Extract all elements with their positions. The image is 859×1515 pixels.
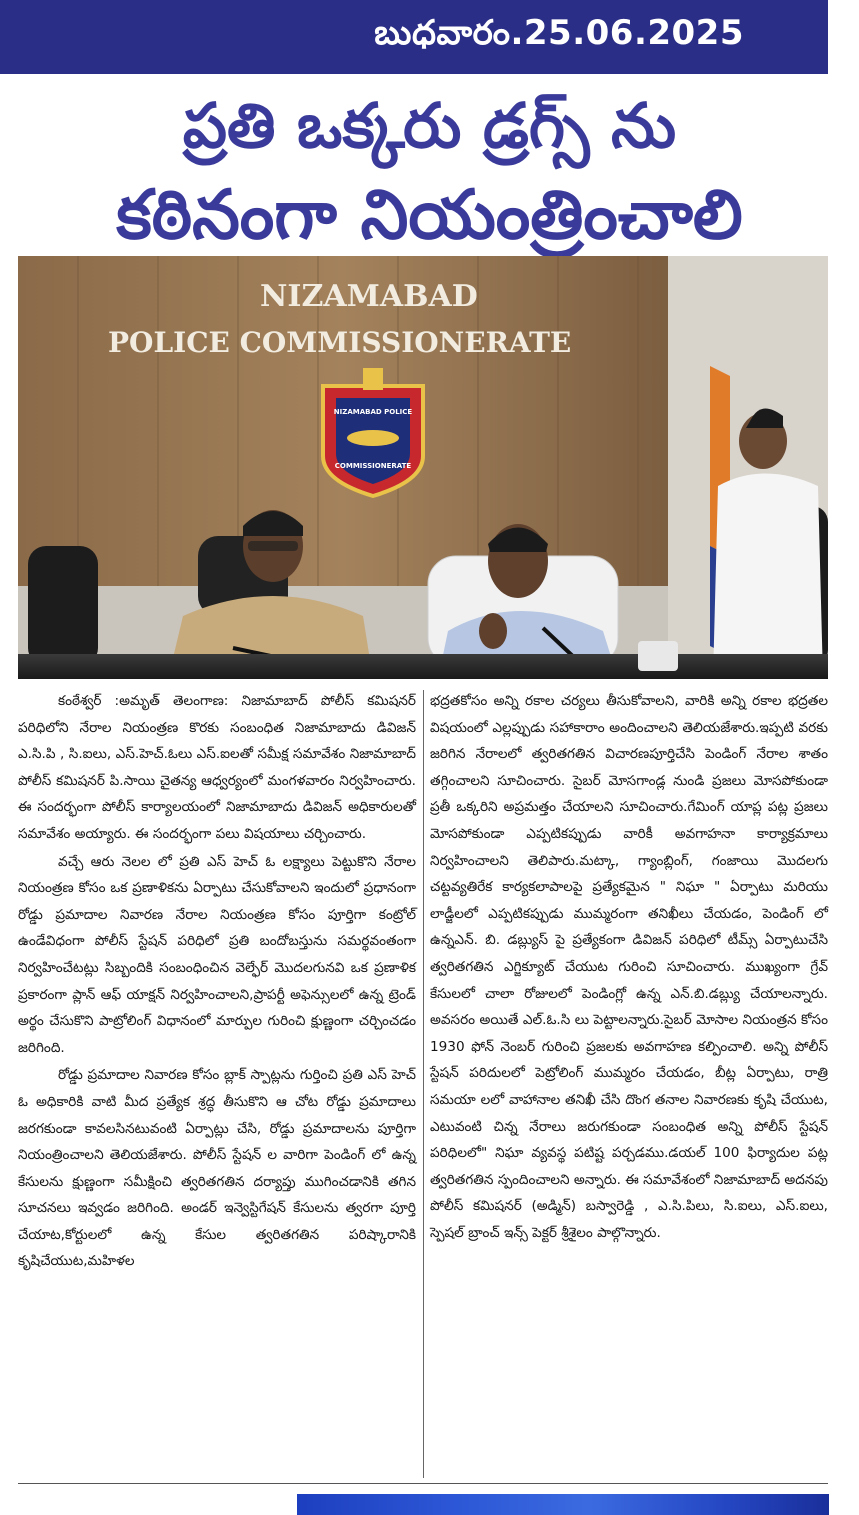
wall-text-line-2: POLICE COMMISSIONERATE [108, 326, 572, 359]
bottom-image-strip [297, 1494, 829, 1515]
publication-date: బుధవారం.25.06.2025 [374, 13, 744, 53]
desk [18, 654, 828, 679]
news-photo [18, 256, 828, 679]
photo-illustration [18, 256, 828, 679]
date-banner [0, 0, 828, 74]
headline [0, 84, 859, 260]
police-emblem-icon [323, 368, 423, 496]
emblem-top-text: NIZAMABAD POLICE [333, 408, 413, 416]
wall-text-line-1: NIZAMABAD [260, 279, 478, 314]
paragraph: వచ్చే ఆరు నెలల లో ప్రతి ఎస్ హెచ్ ఓ లక్ష్యాలు పెట్టుకొని నేరాల నియంత్రణ కోసం ఒక ప్రణాళికను ఏర్పాటు చేసుకోవాలని ఇందులో ప్రధానంగా రోడ్డు ప్రమాదాల నివారణ నేరాల నియంత్రణ కోసం పూర్తిగా కంట్రోల్ ఉండేవిధంగా పోలీస్ స్టేషన్ పరిధిలో ప్రతి బందోబస్తును సమర్థవంతంగా నిర్వహించేటట్లు సిబ్బందికి సంబంధించిన వెల్ఫేర్ మొదలగునవి ఒక ప్రణాళిక ప్రకారంగా ప్లాన్ ఆఫ్ యాక్షన్ నిర్వహించాలని,ప్రాపర్టీ అఫెన్సులలో ఉన్న ట్రెండ్ అర్థం చేసుకొని పాట్రోలింగ్ విధానంలో మార్పుల గురించి క్షుణ్ణంగా చర్చించడం జరిగింది. [18, 853, 416, 1056]
headline-line-1: ప్రతి ఒక్కరు డ్రగ్స్ ను [182, 89, 677, 162]
article-body [18, 688, 828, 1478]
column-divider [423, 690, 424, 1478]
paragraph: భద్రతకోసం అన్ని రకాల చర్యలు తీసుకోవాలని, వారికి అన్ని రకాల భద్రతల విషయంలో ఎల్లప్పుడు సహాకారాం అందించాలని తెలియజేశారు.ఇప్పటి వరకు జరిగిన నేరాలలో త్వరితగతిన విచారణపూర్తిచేసి పెండింగ్ నేరాల శాతం తగ్గించాలని సూచించారు. సైబర్ మోసగాండ్ల నుండి ప్రజలు మోసపోకుండా ప్రతీ ఒక్కరిని అప్రమత్తం చేయాలని సూచించారు.గేమింగ్ యాప్ల పట్ల ప్రజలు మోసపోకుండా ఎప్పటికప్పుడు వారికీ అవగాహనా కార్యాక్రమాలు నిర్వహించాలని తెలిపారు.మట్కా, గ్యాంబ్లింగ్, గంజాయి మొదలగు చట్టవ్యతిరేక కార్యకలాపాలపై ప్రత్యేకమైన " నిఘా " ఏర్పాటు మరియు లాడ్జీలలో ఎప్పటికప్పుడు ముమ్మరంగా తనిఖీలు చేయడం, పెండింగ్ లో ఉన్నఎన్. బి. డబ్ల్యుస్ పై ప్రత్యేకంగా డివిజన్ పరిధిలో టీమ్స్ ఏర్పాటుచేసి త్వరితగతిన ఎగ్జిక్యూట్ చేయుట గురించి సూచించారు. ముఖ్యంగా గ్రేవ్ కేసులలో చాలా రోజులలో పెండింగ్లో ఉన్న ఎన్.బి.డబ్ల్యు చేయాలన్నారు. అవసరం అయితే ఎల్.ఓ.సి లు పెట్టాలన్నారు.సైబర్ మోసాల నియంత్రన కోసం 1930 ఫోన్ నెంబర్ గురించి ప్రజలకు అవగాహణ కల్పించాలి. అన్ని పోలీస్ స్టేషన్ పరిదులలో పెట్రోలింగ్ ముమ్మరం చేయడం, బీట్ల ఏర్పాటు, రాత్రి సమయా లలో వాహానాల తనిఖీ చేసి దొంగ తనాల నివారణకు కృషి చేయుట, ఎటువంటి చిన్న నేరాలు జరుగకుండా సంబంధిత అన్ని పోలీస్ స్టేషన్ పరిధిలలో" నిఘా వ్యవస్థ పటిష్ట పర్చడము.డయల్ 100 ఫిర్యాదుల పట్ల త్వరితగతిన స్పందించాలని అన్నారు. ఈ సమావేశంలో నిజామాబాద్ అదనపు పోలీస్ కమిషనర్ (అడ్మిన్) బస్వారెడ్డి , ఎ.సి.పిలు, సి.ఐలు, ఎస్.ఐలు, స్పెషల్ బ్రాంచ్ ఇన్స్ పెక్టర్ శ్రీశైలం పాల్గొన్నారు. [430, 693, 828, 1241]
headline-line-2: కఠినంగా నియంత్రించాలి [116, 176, 743, 255]
article-column-left [18, 688, 416, 1478]
article-column-right [430, 688, 828, 1478]
paragraph: రోడ్డు ప్రమాదాల నివారణ కోసం బ్లాక్ స్పాట్లను గుర్తించి ప్రతి ఎస్ హెచ్ ఓ అధికారికి వాటి మీద ప్రత్యేక శ్రద్ధ తీసుకొని ఆ చోట రోడ్డు ప్రమాదాలు జరగకుండా కావలసినటువంటి ఏర్పాట్లు చేసి, రోడ్డు ప్రమాదాలను పూర్తిగా నియంత్రించాలని తెలియజేశారు. పోలీస్ స్టేషన్ ల వారిగా పెండింగ్ లో ఉన్న కేసులను క్షుణ్ణంగా సమీక్షించి త్వరితగతిన దర్యాప్తు ముగించడానికి తగిన సూచనలు ఇవ్వడం జరిగింది. అండర్ ఇన్వెస్టిగేషన్ కేసులను త్వరగా పూర్తి చేయాట,కోర్టులలో ఉన్న కేసుల త్వరితగతిన పరిష్కారానికి కృషిచేయుట,మహిళల [18, 1067, 416, 1270]
paragraph: కంఠేశ్వర్ :అమృత్ తెలంగాణ: నిజామాబాద్ పోలీస్ కమిషనర్ పరిధిలోని నేరాల నియంత్రణ కొరకు సంబంధిత నిజామాబాదు డివిజన్ ఎ.సి.పి , సి.ఐలు, ఎస్.హెచ్.ఓలు ఎస్.ఐలతో సమీక్ష సమావేశం నిజామాబాద్ పోలీస్ కమిషనర్ పి.సాయి చైతన్య ఆధ్వర్యంలో మంగళవారం నిర్వహించారు. ఈ సందర్భంగా పోలీస్ కార్యాలయంలో నిజామాబాదు డివిజన్ అధికారులతో సమావేశం అయ్యారు. ఈ సందర్భంగా పలు విషయాలు చర్చించారు. [18, 693, 416, 842]
bottom-divider [18, 1483, 828, 1484]
emblem-bottom-text: COMMISSIONERATE [334, 462, 412, 470]
